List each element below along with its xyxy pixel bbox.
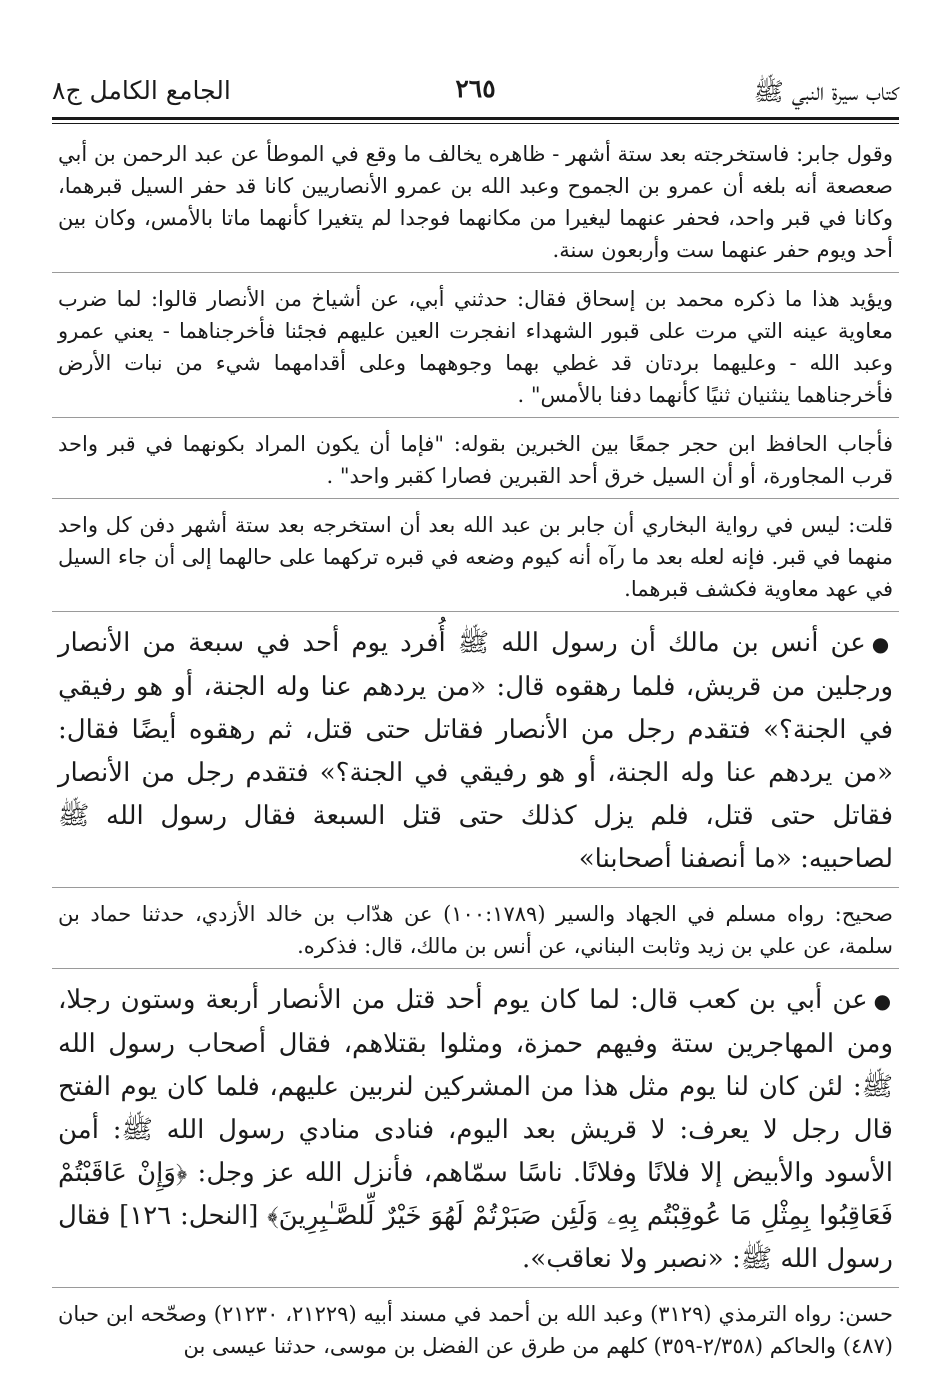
- paragraph-text: عن أنس بن مالك أن رسول الله ﷺ أُفرد يوم أحد في سبعة من الأنصار ورجلين من قريش، فلما رهقوه قال: «من يردهم عنا وله الجنة، أو هو رفيقي في الجنة؟» فتقدم رجل من الأنصار فقاتل حتى قتل، ثم رهقوه أيضًا فقال: «من يردهم عنا وله الجنة، أو هو رفيقي في الجنة؟» فتقدم رجل من الأنصار فقاتل حتى قتل، فلم يزل كذلك حتى قتل السبعة فقال رسول الله ﷺ لصاحبيه: «ما أنصفنا أصحابنا»: [58, 628, 893, 874]
- hadith-paragraph: [52, 968, 899, 1287]
- paragraph-text: فأجاب الحافظ ابن حجر جمعًا بين الخبرين بقوله: "فإما أن يكون المراد بكونهما في قبر واحد قرب المجاورة، أو أن السيل خرق أحد القبرين فصارا كقبر واحد" .: [58, 432, 893, 488]
- paragraph-text: قلت: ليس في رواية البخاري أن جابر بن عبد الله بعد أن استخرجه بعد ستة أشهر دفن كل واحد منهما في قبر. فإنه لعله بعد ما رآه أنه كيوم وضعه في قبره تركهما على حالهما إلى أن جاء السيل في عهد معاوية فكشف قبرهما.: [58, 513, 893, 601]
- commentary-paragraph: [52, 498, 899, 611]
- paragraph-text: وقول جابر: فاستخرجته بعد ستة أشهر - ظاهره يخالف ما وقع في الموطأ عن عبد الرحمن بن أبي صعصعة أنه بلغه أن عمرو بن الجموح وعبد الله بن عمرو الأنصاريين كانا قد حفر السيل قبرهما، وكانا في قبر واحد، فحفر عنهما ليغيرا من مكانهما فوجدا لم يتغيرا كأنهما ماتا بالأمس، وكان بين أحد ويوم حفر عنهما ست وأربعون سنة.: [58, 142, 893, 262]
- hadith-paragraph: [52, 611, 899, 887]
- page-number: ٢٦٥: [455, 74, 496, 103]
- commentary-paragraph: [52, 128, 899, 272]
- paragraph-text: ويؤيد هذا ما ذكره محمد بن إسحاق فقال: حدثني أبي، عن أشياخ من الأنصار قالوا: لما ضرب معاوية عينه التي مرت على قبور الشهداء انفجرت العين عليهم فجئنا فأخرجناهما - يعني عمرو وعبد الله - وعليهما بردتان قد غطي بهما وجوههما وعلى أقدامهما شيء من نبات الأرض فأخرجناهما ينثنيان ثنيًا كأنهما دفنا بالأمس" .: [58, 287, 893, 407]
- paragraph-text: حسن: رواه الترمذي (٣١٢٩) وعبد الله بن أحمد في مسند أبيه (٢١٢٢٩، ٢١٢٣٠) وصحّحه ابن حبان (٤٨٧) والحاكم (٢/٣٥٨-٣٥٩) كلهم من طرق عن الفضل بن موسى، حدثنا عيسى بن: [58, 1302, 893, 1358]
- header-rule-thick: [52, 117, 899, 120]
- bullet-icon: ●: [873, 989, 894, 1013]
- running-header: [52, 72, 899, 112]
- paragraph-text: عن أبي بن كعب قال: لما كان يوم أحد قتل من الأنصار أربعة وستون رجلا، ومن المهاجرين ستة وفيهم حمزة، ومثلوا بقتلاهم، فقال أصحاب رسول الله ﷺ: لئن كان لنا يوم مثل هذا من المشركين لنربين عليهم، فلما كان يوم الفتح قال رجل لا يعرف: لا قريش بعد اليوم، فنادى منادي رسول الله ﷺ: أمن الأسود والأبيض إلا فلانًا وفلانًا. ناسًا سمّاهم، فأنزل الله عز وجل: ﴿وَإِنْ عَاقَبْتُمْ فَعَاقِبُوا بِمِثْلِ مَا عُوقِبْتُم بِهِۦ وَلَئِن صَبَرْتُمْ لَهُوَ خَيْرٌ لِّلصَّـٰبِرِينَ﴾ [النحل: ١٢٦] فقال رسول الله ﷺ: «نصبر ولا نعاقب».: [58, 985, 893, 1274]
- commentary-paragraph: [52, 1287, 899, 1368]
- commentary-paragraph: [52, 272, 899, 417]
- commentary-paragraph: [52, 417, 899, 498]
- paragraph-text: صحيح: رواه مسلم في الجهاد والسير (١٠٠:١٧٨٩) عن هدّاب بن خالد الأزدي، حدثنا حماد بن سلمة، عن علي بن زيد وثابت البناني، عن أنس بن مالك، قال: فذكره.: [58, 902, 894, 958]
- book-title: كتاب سيرة النبي ﷺ: [753, 77, 899, 106]
- bullet-icon: ●: [871, 632, 893, 656]
- commentary-paragraph: [52, 887, 899, 968]
- main-text: [52, 128, 899, 1368]
- collection-volume: الجامع الكامل ج٨: [52, 76, 231, 105]
- header-rule-thin: [52, 123, 899, 124]
